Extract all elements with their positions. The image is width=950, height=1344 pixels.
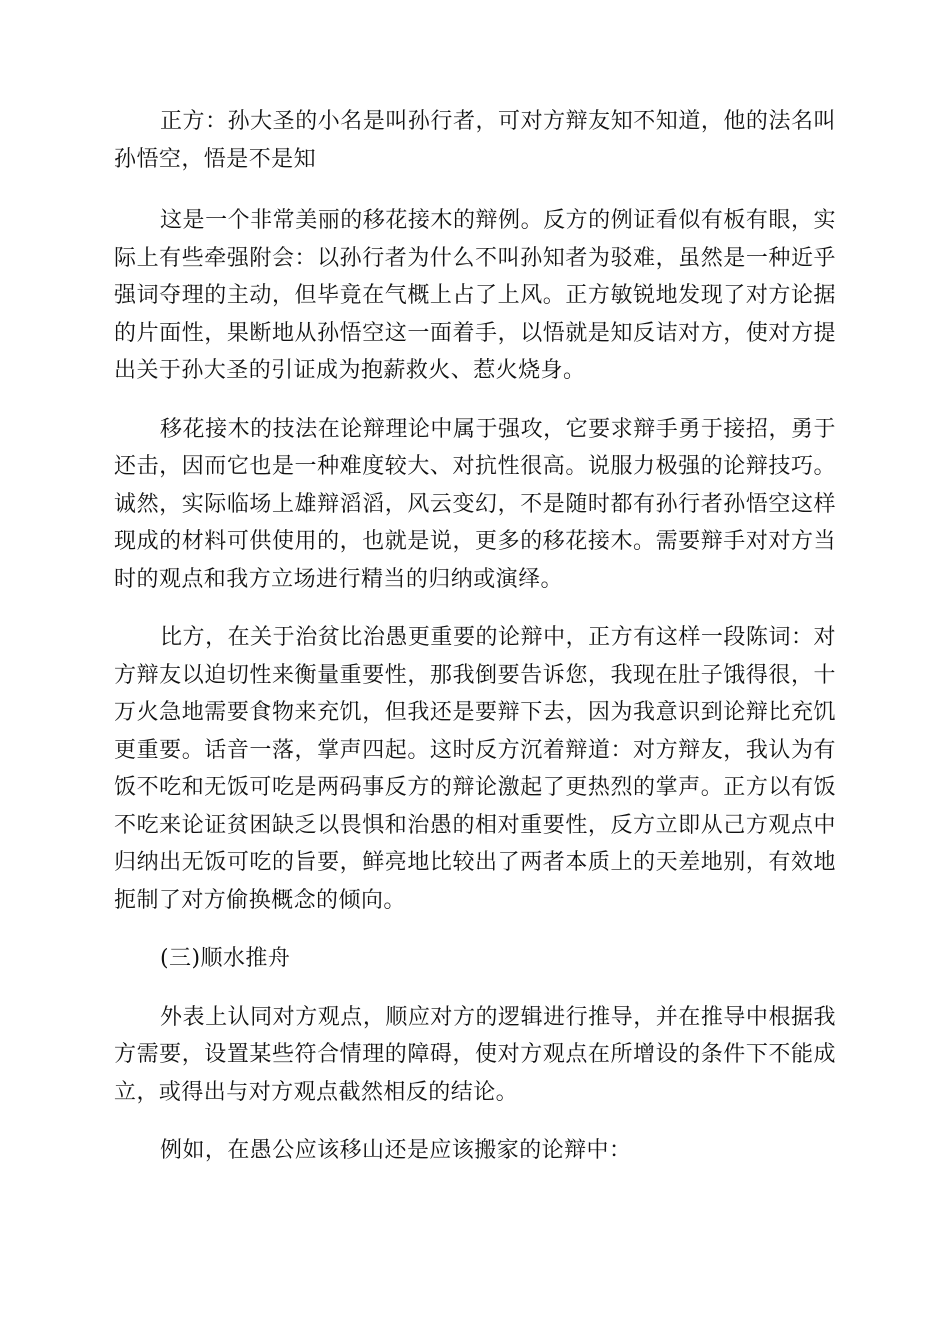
document-page: [114, 103, 836, 1191]
paragraph-example-debate: 比方，在关于治贫比治愚更重要的论辩中，正方有这样一段陈词：对方辩友以迫切性来衡量重要性，那我倒要告诉您，我现在肚子饿得很，十万火急地需要食物来充饥，但我还是要辩下去，因为我意识到论辩比充饥更重要。话音一落，掌声四起。这时反方沉着辩道：对方辩友，我认为有饭不吃和无饭可吃是两码事反方的辩论激起了更热烈的掌声。正方以有饭不吃来论证贫困缺乏以畏惧和治愚的相对重要性，反方立即从己方观点中归纳出无饭可吃的旨要，鲜亮地比较出了两者本质上的天差地别，有效地扼制了对方偷换概念的倾向。: [114, 625, 836, 913]
section-heading: (三)顺水推舟: [160, 946, 291, 971]
paragraph-zhengfang-statement: 正方：孙大圣的小名是叫孙行者，可对方辩友知不知道，他的法名叫孙悟空，悟是不是知: [114, 109, 836, 172]
paragraph-definition: 外表上认同对方观点，顺应对方的逻辑进行推导，并在推导中根据我方需要，设置某些符合情理的障碍，使对方观点在所增设的条件下不能成立，或得出与对方观点截然相反的结论。: [114, 1004, 836, 1105]
paragraph-example-intro: 例如，在愚公应该移山还是应该搬家的论辩中：: [160, 1138, 632, 1163]
paragraph-technique: 移花接木的技法在论辩理论中属于强攻，它要求辩手勇于接招，勇于还击，因而它也是一种难度较大、对抗性很高。说服力极强的论辩技巧。诚然，实际临场上雄辩滔滔，风云变幻，不是随时都有孙行者孙悟空这样现成的材料可供使用的，也就是说，更多的移花接木。需要辩手对对方当时的观点和我方立场进行精当的归纳或演绎。: [114, 416, 836, 592]
paragraph-analysis: 这是一个非常美丽的移花接木的辩例。反方的例证看似有板有眼，实际上有些牵强附会：以孙行者为什么不叫孙知者为驳难，虽然是一种近乎强词夺理的主动，但毕竟在气概上占了上风。正方敏锐地发现了对方论据的片面性，果断地从孙悟空这一面着手，以悟就是知反诘对方，使对方提出关于孙大圣的引证成为抱薪救火、惹火烧身。: [114, 208, 836, 383]
